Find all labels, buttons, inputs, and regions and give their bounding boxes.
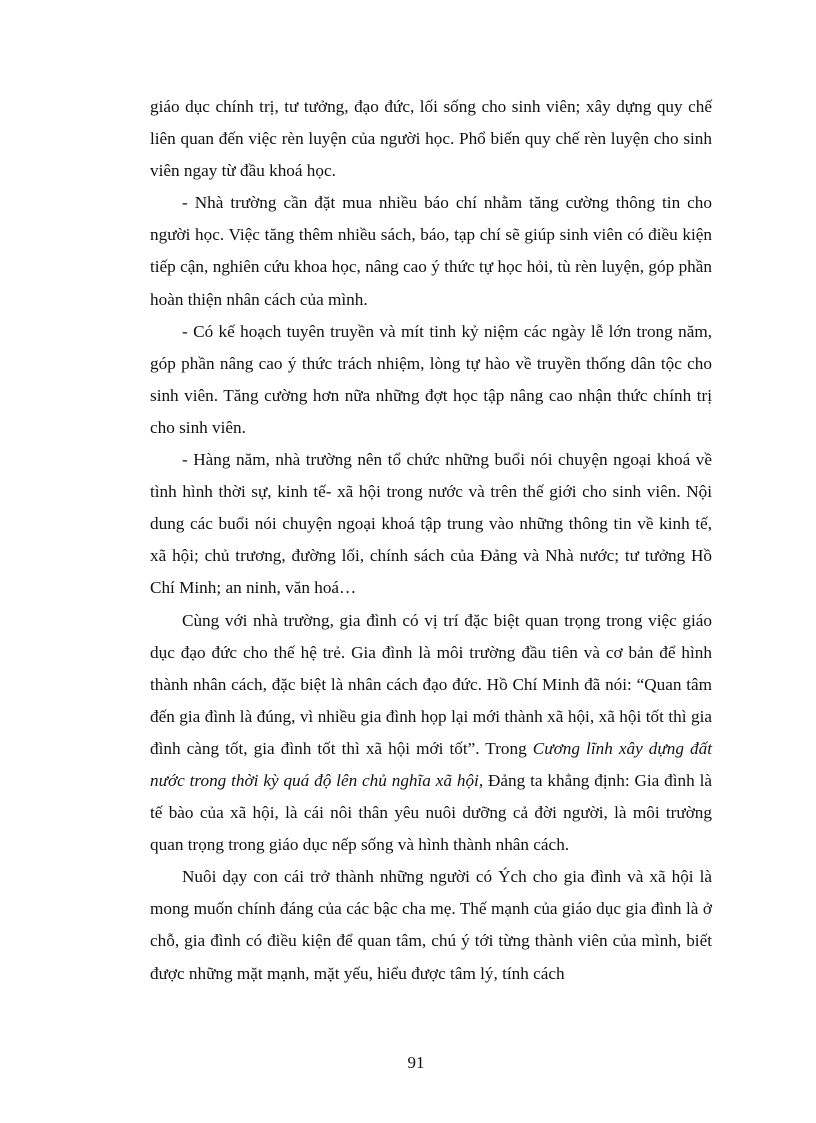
paragraph-3: - Có kế hoạch tuyên truyền và mít tinh kỷ niệm các ngày lễ lớn trong năm, góp phần nâng cao ý thức trách nhiệm, lòng tự hào về truyền thống dân tộc cho sinh viên. Tăng cường hơn nữa những đợt học tập nâng cao nhận thức chính trị cho sinh viên. — [150, 321, 712, 437]
paragraph-5 — [150, 605, 712, 862]
paragraph-5-text-after: Đảng ta khẳng định: Gia đình là tế bào của xã hội, là cái nôi thân yêu nuôi dưỡng cả đời người, là môi trường quan trọng trong giáo dục nếp sống và hình thành nhân cách. — [150, 770, 712, 855]
paragraph-5-text-before: Cùng với nhà trường, gia đình có vị trí đặc biệt quan trọng trong việc giáo dục đạo đức cho thế hệ trẻ. Gia đình là môi trường đầu tiên và cơ bản để hình thành nhân cách, đặc biệt là nhân cách đạo đức. Hồ Chí Minh đã nói: “Quan tâm đến gia đình là đúng, vì nhiều gia đình họp lại mới thành xã hội, xã hội tốt thì gia đình càng tốt, gia đình tốt thì xã hội mới tốt”. Trong — [150, 610, 712, 758]
paragraph-6: Nuôi dạy con cái trở thành những người có Ých cho gia đình và xã hội là mong muốn chính đáng của các bậc cha mẹ. Thế mạnh của giáo dục gia đình là ở chỗ, gia đình có điều kiện để quan tâm, chú ý tới từng thành viên của mình, biết được những mặt mạnh, mặt yếu, hiểu được tâm lý, tính cách — [150, 867, 712, 983]
paragraph-4: - Hàng năm, nhà trường nên tổ chức những buổi nói chuyện ngoại khoá về tình hình thời sự, kinh tế- xã hội trong nước và trên thế giới cho sinh viên. Nội dung các buổi nói chuyện ngoại khoá tập trung vào những thông tin về kinh tế, xã hội; chủ trương, đường lối, chính sách của Đảng và Nhà nước; tư tưởng Hồ Chí Minh; an ninh, văn hoá… — [150, 450, 712, 598]
paragraph-5-italic-title: Cương lĩnh xây dựng đất nước trong thời kỳ quá độ lên chủ nghĩa xã hội, — [150, 738, 712, 790]
page-number: 91 — [407, 1053, 425, 1072]
body-text — [150, 91, 712, 990]
paragraph-1: giáo dục chính trị, tư tưởng, đạo đức, lối sống cho sinh viên; xây dựng quy chế liên quan đến việc rèn luyện của người học. Phổ biến quy chế rèn luyện cho sinh viên ngay từ đầu khoá học. — [150, 97, 712, 181]
paragraph-2: - Nhà trường cần đặt mua nhiều báo chí nhằm tăng cường thông tin cho người học. Việc tăng thêm nhiều sách, báo, tạp chí sẽ giúp sinh viên có điều kiện tiếp cận, nghiên cứu khoa học, nâng cao ý thức tự học hỏi, tù rèn luyện, góp phần hoàn thiện nhân cách của mình. — [150, 193, 712, 309]
